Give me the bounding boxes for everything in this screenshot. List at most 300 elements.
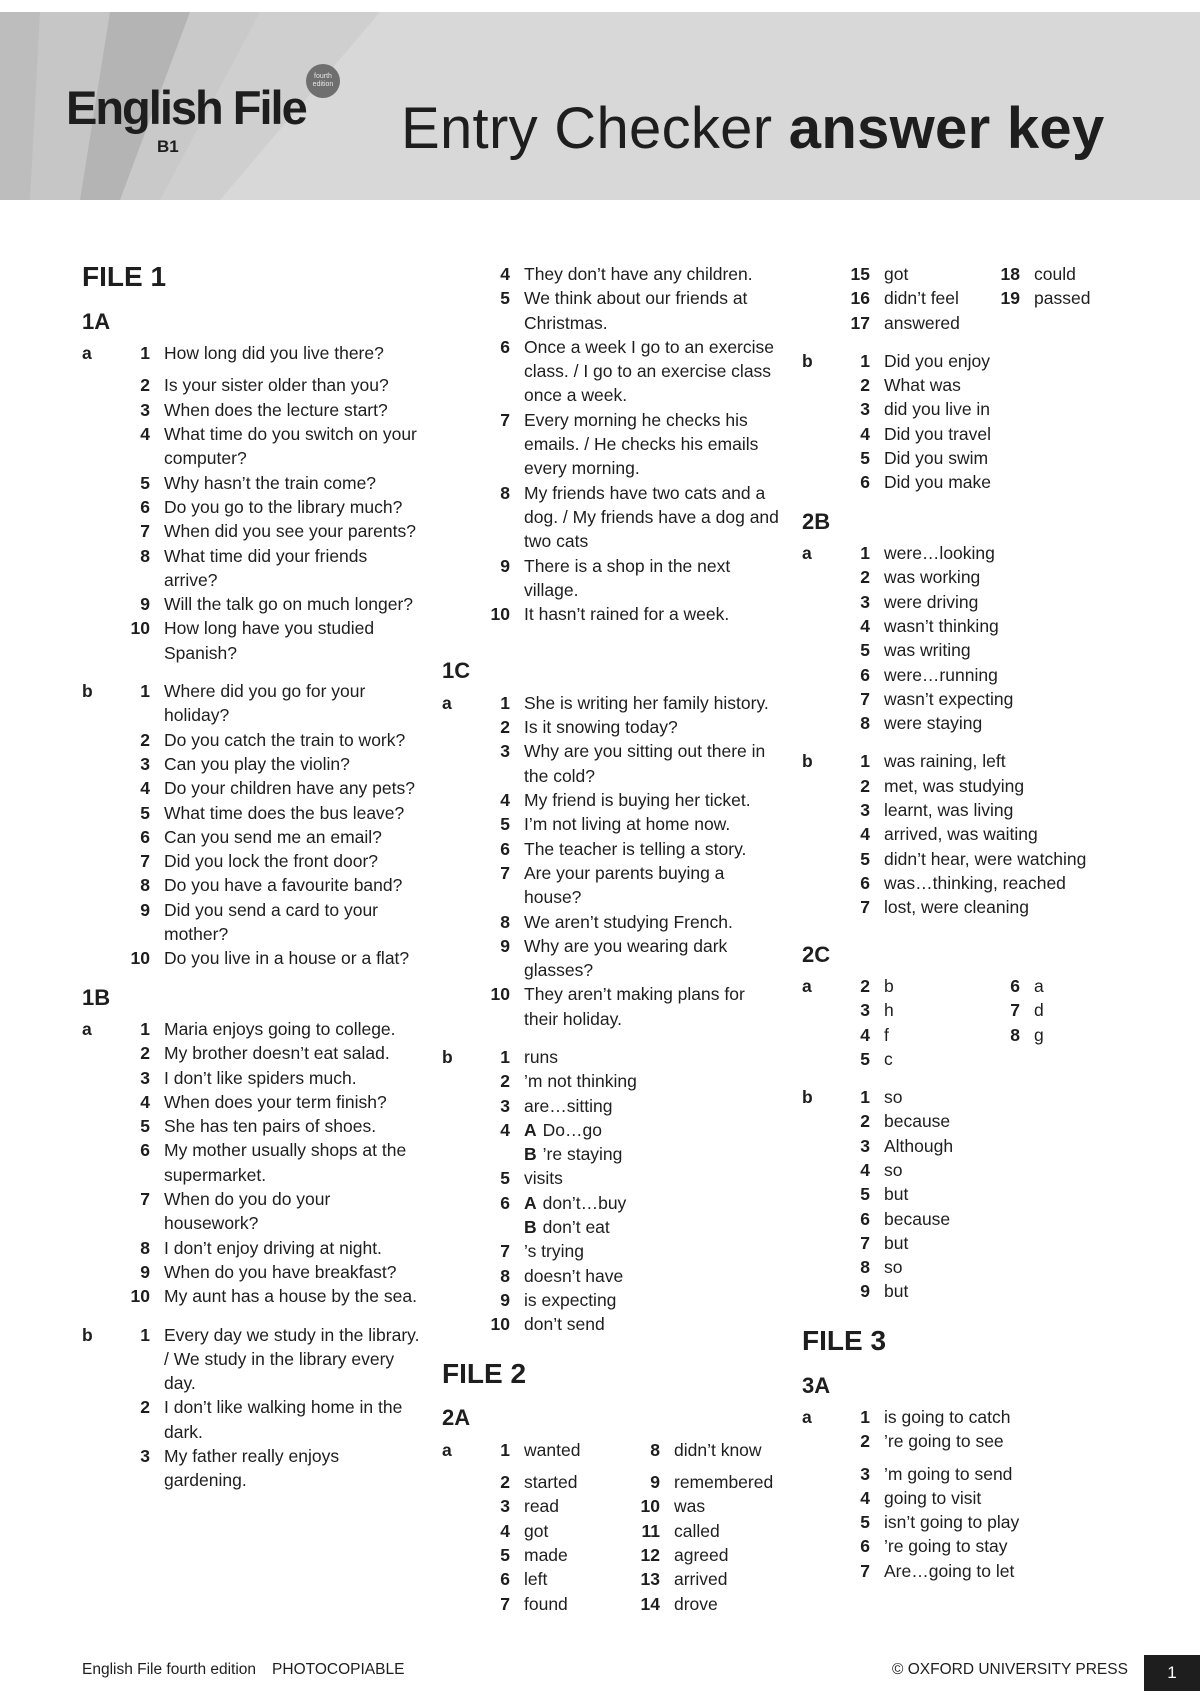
answer-number: 4 (140, 778, 150, 799)
title-bold: answer key (788, 96, 1105, 161)
answer-text: She has ten pairs of shoes. (164, 1116, 377, 1137)
answer-number: 18 (1000, 264, 1020, 284)
answer-text: a (1034, 975, 1044, 996)
answer-row (82, 471, 422, 495)
answer-text: was working (884, 567, 981, 588)
answer-row (802, 663, 1142, 687)
answer-row (802, 1559, 1142, 1583)
answer-number: 7 (860, 897, 870, 918)
answer-text: Do you have a favourite band? (164, 875, 403, 896)
answer-row (802, 541, 1142, 565)
answer-number: 4 (500, 1520, 510, 1541)
answer-text: Is it snowing today? (524, 717, 678, 738)
answer-text: were driving (884, 591, 979, 612)
answer-number: 5 (500, 1168, 510, 1189)
answer-row (82, 495, 422, 519)
answer-number: 7 (500, 862, 510, 883)
answer-text: were…running (884, 664, 998, 685)
page-title (401, 96, 1105, 161)
answer-row (802, 1085, 1142, 1109)
exercise-1c-b (442, 1045, 782, 1337)
answer-number: 8 (500, 1265, 510, 1286)
answer-number: 7 (860, 688, 870, 709)
answer-number: 8 (1010, 1024, 1020, 1045)
unit-heading: 2A (442, 1405, 471, 1431)
answer-text: isn’t going to play (884, 1512, 1020, 1533)
answer-text: Can you play the violin? (164, 753, 350, 774)
answer-text: ’m not thinking (524, 1071, 637, 1092)
answer-text: Every morning he checks his emails. / He checks his emails every morning. (524, 409, 759, 479)
answer-number: 7 (140, 851, 150, 872)
answer-row (442, 910, 782, 934)
answer-text: How long have you studied Spanish? (164, 618, 375, 663)
badge-line: edition (312, 81, 334, 88)
answer-text: ’m going to send (884, 1463, 1013, 1484)
answer-number: 2 (500, 1472, 510, 1493)
answer-text: could (1034, 264, 1076, 284)
answer-number: 8 (860, 713, 870, 734)
answer-number: 1 (860, 543, 870, 564)
answer-text: read (524, 1496, 560, 1517)
answer-row (802, 470, 1142, 494)
answer-text: Are your parents buying a house? (524, 862, 725, 908)
answer-row (802, 1182, 1142, 1206)
answer-text: Do…go (542, 1119, 602, 1140)
answer-row (442, 1166, 782, 1190)
answer-row (442, 1592, 782, 1616)
answer-number: 4 (860, 824, 870, 845)
answer-row (802, 262, 1142, 286)
answer-text: was raining, left (884, 751, 1006, 772)
answer-number: 10 (130, 948, 150, 969)
exercise-letter: b (82, 681, 93, 702)
answer-number: 9 (860, 1281, 870, 1302)
answer-row (442, 1191, 782, 1215)
answer-text: What time did your friends arrive? (164, 545, 368, 590)
answer-text: Why hasn’t the train come? (164, 472, 377, 493)
answer-row (442, 837, 782, 861)
answer-text: so (884, 1087, 903, 1108)
answer-number: 3 (140, 1067, 150, 1088)
answer-number: 10 (490, 1314, 510, 1335)
answer-number: 1 (140, 681, 150, 702)
answer-number: 6 (500, 838, 510, 859)
answer-row (802, 687, 1142, 711)
answer-row (82, 898, 422, 947)
answer-number: 8 (140, 1237, 150, 1258)
answer-row (442, 1045, 782, 1069)
answer-text: f (884, 1024, 889, 1045)
answer-row (82, 616, 422, 665)
answer-text: My mother usually shops at the supermarket. (164, 1140, 407, 1185)
answer-number: 10 (490, 604, 510, 625)
answer-row (82, 1114, 422, 1138)
answer-number: 3 (500, 1496, 510, 1517)
answer-row (442, 481, 782, 554)
answer-row (802, 1429, 1142, 1453)
answer-number: 3 (860, 800, 870, 821)
answer-row (802, 1510, 1142, 1534)
answer-text: did you live in (884, 399, 991, 420)
exercise-letter: a (802, 975, 812, 996)
answer-row (82, 544, 422, 593)
answer-number: 2 (860, 975, 870, 996)
answer-number: 5 (860, 1048, 870, 1069)
answer-number: 1 (500, 692, 510, 713)
answer-number: 3 (140, 753, 150, 774)
file-heading: FILE 2 (442, 1357, 527, 1389)
answer-text: We aren’t studying French. (524, 911, 733, 932)
speaker-label: A (524, 1119, 537, 1140)
answer-row (802, 1486, 1142, 1510)
answer-text: remembered (674, 1472, 774, 1493)
answer-number: 1 (860, 1087, 870, 1108)
answer-row (442, 335, 782, 408)
unit-heading: 1A (82, 308, 111, 334)
answer-number: 14 (640, 1593, 660, 1614)
answer-row (802, 565, 1142, 589)
answer-text: ’re going to stay (884, 1536, 1008, 1557)
answer-row (442, 812, 782, 836)
answer-row (82, 752, 422, 776)
answer-text: met, was studying (884, 775, 1025, 796)
answer-row (82, 1323, 422, 1396)
answer-text: don’t send (524, 1314, 605, 1335)
answer-text: left (524, 1569, 548, 1590)
answer-row (82, 373, 422, 397)
exercise-2a-a-continued (802, 262, 1142, 335)
answer-text: so (884, 1257, 903, 1278)
answer-number: 1 (860, 350, 870, 371)
answer-row (802, 774, 1142, 798)
answer-row (442, 1264, 782, 1288)
answer-number: 7 (500, 1241, 510, 1262)
answer-row (82, 1284, 422, 1308)
answer-text: arrived (674, 1569, 728, 1590)
answer-row (442, 982, 782, 1031)
answer-row (442, 1118, 782, 1142)
answer-number: 2 (500, 1071, 510, 1092)
answer-number: 2 (500, 717, 510, 738)
answer-number: 9 (140, 1261, 150, 1282)
answer-row (442, 408, 782, 481)
exercise-letter: a (82, 1019, 92, 1039)
answer-text: Do you catch the train to work? (164, 729, 406, 750)
answer-text: because (884, 1208, 951, 1229)
answer-number: 1 (140, 343, 150, 364)
answer-text: What time do you switch on your computer? (164, 424, 417, 469)
exercise-letter: a (802, 1406, 812, 1427)
answer-row (442, 554, 782, 603)
answer-text: Why are you wearing dark glasses? (524, 935, 728, 981)
answer-row (802, 711, 1142, 735)
answer-number: 2 (140, 1397, 150, 1418)
answer-number: 1 (140, 1019, 150, 1039)
answer-text: but (884, 1281, 909, 1302)
answer-row (442, 602, 782, 626)
answer-number: 6 (1010, 975, 1020, 996)
answer-row (442, 1470, 782, 1494)
answer-row (442, 1288, 782, 1312)
exercise-2c-b (802, 1085, 1142, 1304)
answer-text: b (884, 975, 894, 996)
answer-text: agreed (674, 1544, 729, 1565)
answer-row (802, 749, 1142, 773)
answer-row (82, 1017, 422, 1041)
answer-number: 9 (500, 935, 510, 956)
answer-text: Maria enjoys going to college. (164, 1019, 396, 1039)
answer-number: 1 (860, 1406, 870, 1427)
exercise-letter: b (802, 350, 813, 371)
answer-text: My friend is buying her ticket. (524, 790, 751, 811)
exercise-1b-a (82, 1017, 422, 1309)
answer-number: 7 (500, 409, 510, 430)
answer-number: 2 (140, 375, 150, 396)
answer-number: 6 (140, 1140, 150, 1161)
brand-logo: English File (66, 81, 306, 134)
answer-text: got (884, 264, 909, 284)
answer-text: don’t…buy (542, 1192, 627, 1213)
answer-text: Did you lock the front door? (164, 851, 379, 872)
answer-row (82, 422, 422, 471)
answer-number: 19 (1000, 288, 1020, 309)
answer-row (82, 776, 422, 800)
footer-left (82, 1661, 404, 1679)
answer-text: Did you send a card to your mother? (164, 899, 379, 945)
answer-row (82, 1041, 422, 1065)
answer-text: started (524, 1472, 578, 1493)
answer-text: Did you enjoy (884, 350, 991, 371)
answer-number: 4 (500, 264, 510, 284)
answer-number: 7 (860, 1560, 870, 1581)
answer-number: 4 (500, 1119, 510, 1140)
answer-row (802, 1134, 1142, 1158)
answer-text: learnt, was living (884, 800, 1014, 821)
answer-text: were staying (884, 713, 983, 734)
answer-number: 17 (850, 312, 870, 333)
answer-text: was writing (884, 640, 971, 661)
exercise-2a-a (442, 1438, 782, 1616)
answer-number: 6 (860, 664, 870, 685)
answer-text: ’s trying (524, 1241, 584, 1262)
answer-row (442, 1519, 782, 1543)
answer-row (442, 1543, 782, 1567)
answer-text: ’re staying (542, 1144, 623, 1165)
answer-number: 3 (860, 1000, 870, 1021)
answer-row (82, 1138, 422, 1187)
answer-text: Where did you go for your holiday? (164, 681, 366, 726)
answer-number: 5 (500, 814, 510, 835)
answer-text: made (524, 1544, 568, 1565)
answer-row (802, 397, 1142, 421)
answer-text: visits (524, 1168, 563, 1189)
answer-number: 12 (640, 1544, 660, 1565)
answer-text: found (524, 1593, 568, 1614)
exercise-3a-a (802, 1405, 1142, 1583)
unit-heading: 2B (802, 508, 831, 534)
answer-row (802, 1255, 1142, 1279)
answer-number: 4 (860, 1159, 870, 1180)
answer-row (442, 1239, 782, 1263)
answer-text: What time does the bus leave? (164, 802, 405, 823)
answer-row (802, 871, 1142, 895)
answer-row (802, 1279, 1142, 1303)
answer-text: doesn’t have (524, 1265, 624, 1286)
answer-text: Did you swim (884, 448, 989, 469)
answer-text: Do your children have any pets? (164, 778, 415, 799)
answer-number: 8 (860, 1257, 870, 1278)
answer-number: 8 (140, 875, 150, 896)
unit-heading: 2C (802, 941, 831, 967)
answer-row (802, 349, 1142, 373)
exercise-1a-b (82, 679, 422, 971)
answer-number: 6 (500, 1192, 510, 1213)
answer-text: When does your term finish? (164, 1091, 387, 1112)
answer-number: 2 (860, 567, 870, 588)
answer-number: 3 (860, 591, 870, 612)
answer-number: 9 (140, 899, 150, 920)
answer-number: 7 (1010, 1000, 1020, 1021)
answer-number: 1 (860, 751, 870, 772)
exercise-2c-a (802, 974, 1142, 1071)
answer-row (802, 614, 1142, 638)
answer-number: 5 (860, 848, 870, 869)
footer (82, 1661, 1200, 1695)
exercise-1a-a (82, 341, 422, 665)
answer-number: 7 (860, 1232, 870, 1253)
answer-text: My friends have two cats and a dog. / My friends have a dog and two cats (524, 482, 779, 552)
answer-text: runs (524, 1047, 559, 1067)
answer-number: 6 (500, 1569, 510, 1590)
photocopiable-label: PHOTOCOPIABLE (272, 1661, 405, 1678)
answer-number: 9 (500, 555, 510, 576)
file-heading: FILE 3 (802, 1324, 887, 1356)
answer-row (82, 849, 422, 873)
answer-row (442, 1069, 782, 1093)
answer-row (442, 788, 782, 812)
answer-number: 3 (500, 741, 510, 762)
answer-text: so (884, 1159, 903, 1180)
answer-row (82, 728, 422, 752)
answer-row (82, 679, 422, 728)
answer-text: I don’t like spiders much. (164, 1067, 357, 1088)
unit-heading: 1C (442, 658, 471, 684)
answer-row (442, 1438, 782, 1462)
answer-row (802, 1231, 1142, 1255)
answer-number: 5 (140, 472, 150, 493)
answer-text: were…looking (884, 543, 995, 564)
exercise-letter: a (442, 1439, 452, 1460)
answer-row (82, 1444, 422, 1493)
answer-number: 6 (860, 1536, 870, 1557)
answer-text: My brother doesn’t eat salad. (164, 1043, 390, 1064)
answer-number: 5 (140, 1116, 150, 1137)
answer-text: It hasn’t rained for a week. (524, 604, 730, 625)
answer-text: She is writing her family history. (524, 692, 769, 713)
answer-text: We think about our friends at Christmas. (524, 288, 748, 333)
answer-number: 8 (140, 545, 150, 566)
column-1 (82, 262, 422, 1507)
answer-row (802, 1023, 1142, 1047)
answer-text: but (884, 1184, 909, 1205)
answer-row (442, 691, 782, 715)
answer-row (802, 446, 1142, 470)
answer-row (82, 1066, 422, 1090)
answer-number: 9 (140, 594, 150, 615)
answer-text: They don’t have any children. (524, 264, 753, 284)
answer-text: I don’t enjoy driving at night. (164, 1237, 382, 1258)
answer-number: 3 (500, 1095, 510, 1116)
answer-text: is going to catch (884, 1406, 1011, 1427)
answer-number: 6 (860, 1208, 870, 1229)
answer-text: wasn’t thinking (884, 615, 999, 636)
exercise-letter: a (442, 692, 452, 713)
edition-label: English File fourth edition (82, 1661, 257, 1678)
answer-row (442, 1567, 782, 1591)
answer-number: 6 (140, 826, 150, 847)
answer-number: 2 (860, 1111, 870, 1132)
answer-row (82, 1187, 422, 1236)
answer-number: 7 (140, 1189, 150, 1210)
answer-row (802, 1534, 1142, 1558)
answer-row (802, 638, 1142, 662)
answer-row (802, 1158, 1142, 1182)
answer-row (442, 861, 782, 910)
answer-number: 5 (860, 640, 870, 661)
answer-text: c (884, 1048, 893, 1069)
answer-row (802, 847, 1142, 871)
publisher-label: © OXFORD UNIVERSITY PRESS (892, 1661, 1128, 1678)
answer-text: wasn’t expecting (884, 688, 1014, 709)
answer-number: 6 (500, 336, 510, 357)
answer-row (442, 286, 782, 335)
answer-number: 5 (860, 1512, 870, 1533)
answer-number: 6 (860, 472, 870, 493)
answer-row (82, 1395, 422, 1444)
answer-number: 15 (850, 264, 870, 284)
answer-row (802, 822, 1142, 846)
answer-number: 2 (860, 1431, 870, 1452)
answer-row (802, 895, 1142, 919)
answer-text: The teacher is telling a story. (524, 838, 747, 859)
file-heading: FILE 1 (82, 261, 167, 292)
answer-row (82, 801, 422, 825)
exercise-letter: b (802, 1087, 813, 1108)
answer-text: ’re going to see (884, 1431, 1004, 1452)
answer-number: 8 (500, 911, 510, 932)
answer-row (82, 398, 422, 422)
exercise-1b-b (82, 1323, 422, 1493)
unit-heading: 1B (82, 984, 111, 1010)
answer-text: My father really enjoys gardening. (164, 1446, 340, 1491)
answer-text: What was (884, 375, 961, 396)
answer-number: 10 (130, 1286, 150, 1307)
answer-text: Every day we study in the library. / We study in the library every day. (164, 1324, 420, 1394)
exercise-2b-a (802, 541, 1142, 735)
answer-text: going to visit (884, 1487, 982, 1508)
answer-row (82, 946, 422, 970)
level-label: B1 (157, 137, 179, 156)
answer-text: didn’t feel (884, 288, 959, 309)
answer-text: I’m not living at home now. (524, 814, 731, 835)
column-3 (802, 262, 1142, 1597)
answer-text: don’t eat (542, 1217, 610, 1238)
answer-row (82, 825, 422, 849)
answer-row (802, 422, 1142, 446)
answer-row (442, 1142, 782, 1166)
exercise-1b-b-continued (442, 262, 782, 626)
answer-text: called (674, 1520, 720, 1541)
